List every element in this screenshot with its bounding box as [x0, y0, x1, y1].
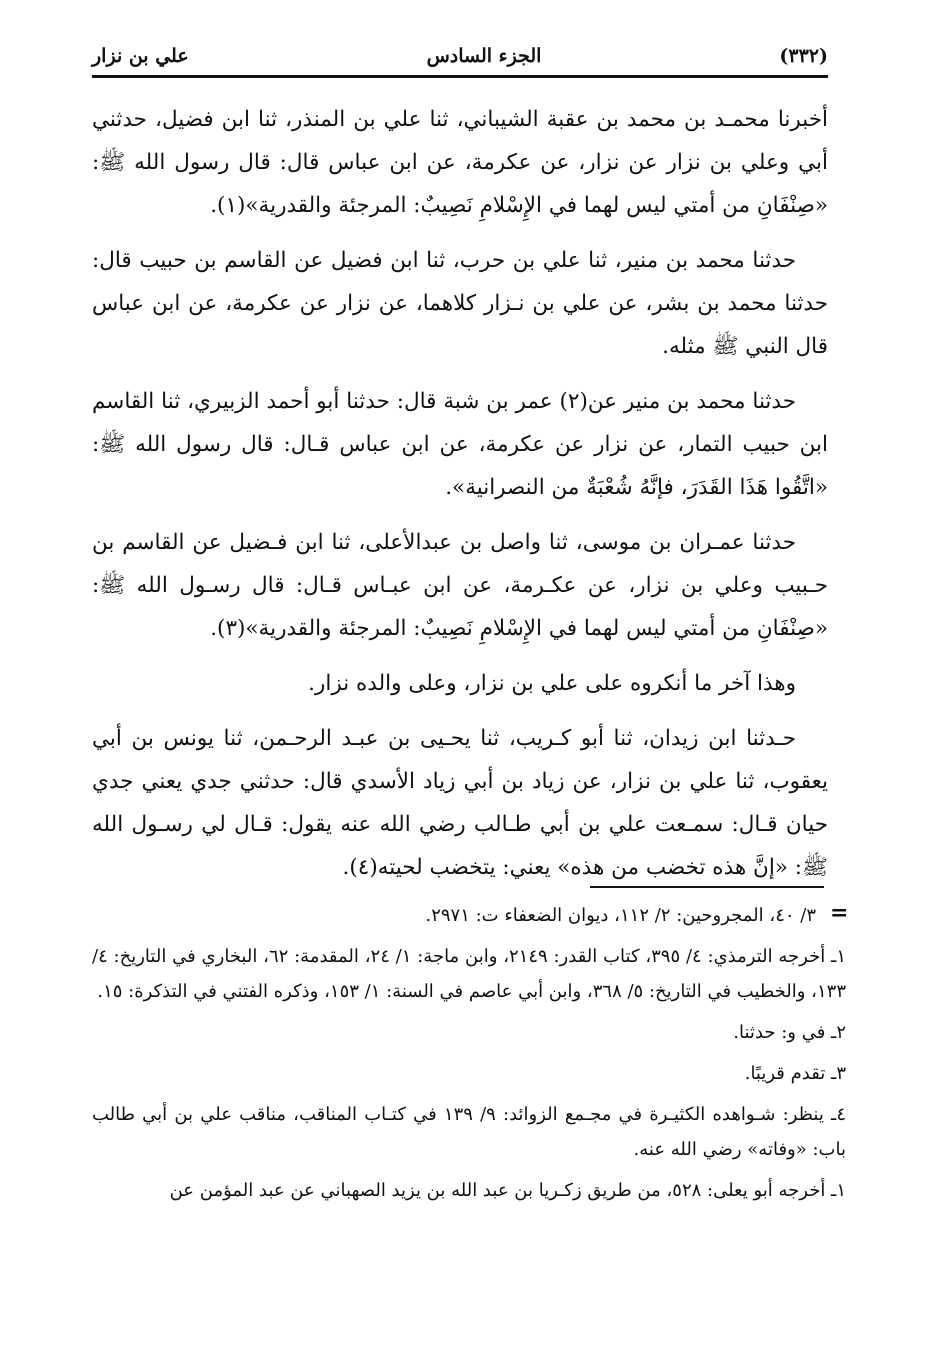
footnote: ٤ـ ينظر: شـواهده الكثيـرة في مجـمع الزوائد: ٩/ ١٣٩ في كتـاب المناقب، مناقب علي بن أبي طالب باب: «وفاته» رضي الله عنه.	[92, 1104, 846, 1160]
footnote-continuation-marker: =	[830, 900, 849, 926]
footnote: ١ـ أخرجه الترمذي: ٤/ ٣٩٥، كتاب القدر: ٢١٤٩، وابن ماجة: ١/ ٢٤، المقدمة: ٦٢، البخاري في التاريخ: ٤/ ١٣٣، والخطيب في التاريخ: ٥/ ٣٦٨، وابن أبي عاصم في السنة: ١/ ١٥٣، وذكره الفتني في التذكرة: ١٥.	[92, 946, 846, 1002]
main-text	[92, 98, 828, 901]
paragraph: حـدثنا ابن زيدان، ثنا أبو كـريب، ثنا يحـيى بن عبـد الرحـمن، ثنا يونس بن أبي يعقوب، ثنا علي بن نزار، عن زياد بن أبي زياد الأسدي قال: حدثني جدي يعني جدي حيان قـال: سمـعت علي بن أبي طـالب رضي الله عنه يقول: قـال لي رسـول الله ﷺ: «إنَّ هذه تخضب من هذه» يعني: يتخضب لحيته(٤).	[92, 726, 828, 880]
paragraph: حدثنا محمد بن منير عن(٢) عمر بن شبة قال: حدثنا أبو أحمد الزبيري، ثنا القاسم ابن حبيب التمار، عن نزار عن عكرمة، عن ابن عباس قـال: قال رسول الله ﷺ: «اتَّقُوا هَذَا القَدَرَ، فإنَّهُ شُعْبَةٌ من النصرانية».	[92, 389, 828, 500]
page-number: (٣٣٢)	[779, 45, 828, 67]
footnotes	[92, 898, 849, 1214]
paragraph: أخبرنا محمـد بن محمد بن عقبة الشيباني، ثنا علي بن المنذر، ثنا ابن فضيل، حدثني أبي وعلي بن نزار عن نزار، عن عكرمة، عن ابن عباس قال: قال رسول الله ﷺ: «صِنْفَانِ من أمتي ليس لهما في الإِسْلامِ نَصِيبٌ: المرجئة والقدرية»(١).	[92, 107, 828, 218]
paragraph: حدثنا محمد بن منير، ثنا علي بن حرب، ثنا ابن فضيل عن القاسم بن حبيب قال: حدثنا محمد بن بشر، عن علي بن نـزار كلاهما، عن نزار عن عكرمة، عن ابن عباس قال النبي ﷺ مثله.	[92, 248, 828, 359]
footnote: ٣ـ تقدم قريبًا.	[744, 1063, 846, 1084]
header-rule	[92, 75, 828, 78]
paragraph: وهذا آخر ما أنكروه على علي بن نزار، وعلى والده نزار.	[308, 671, 796, 696]
volume-title: الجزء السادس	[426, 45, 542, 67]
footnote: ١ـ أخرجه أبو يعلى: ٥٢٨، من طريق زكـريا بن عبد الله بن يزيد الصهباني عن عبد المؤمن عن	[169, 1180, 846, 1201]
footnote-divider	[590, 886, 824, 888]
chapter-title: علي بن نزار	[92, 45, 189, 67]
paragraph: حدثنا عمـران بن موسى، ثنا واصل بن عبدالأعلى، ثنا ابن فـضيل عن القاسم بن حـبيب وعلي بن نزار، عن عكـرمة، عن ابن عبـاس قـال: قال رسـول الله ﷺ: «صِنْفَانِ من أمتي ليس لهما في الإِسْلامِ نَصِيبٌ: المرجئة والقدرية»(٣).	[92, 530, 828, 641]
footnote: ٣/ ٤٠، المجروحين: ٢/ ١١٢، ديوان الضعفاء ت: ٢٩٧١.	[425, 905, 816, 926]
footnote: ٢ـ في و: حدثنا.	[733, 1022, 846, 1043]
page-header	[92, 36, 828, 76]
